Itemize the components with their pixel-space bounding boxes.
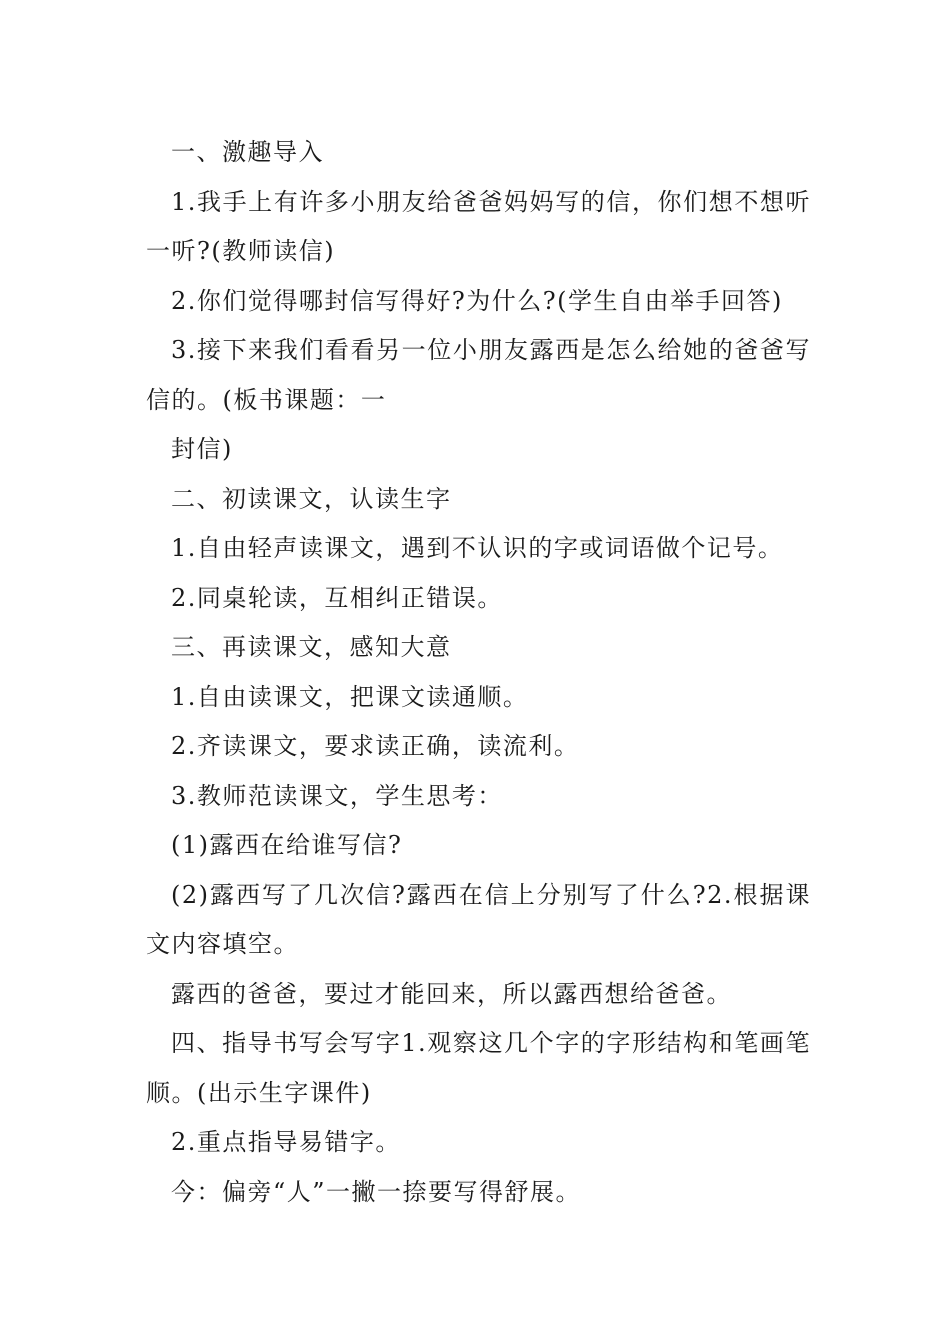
- paragraph: 1.我手上有许多小朋友给爸爸妈妈写的信，你们想不想听一听?(教师读信): [146, 187, 811, 265]
- paragraph: 3.教师范读课文，学生思考：: [171, 781, 503, 810]
- paragraph: 1.自由读课文，把课文读通顺。: [171, 682, 529, 711]
- paragraph: 2.齐读课文，要求读正确，读流利。: [171, 732, 580, 760]
- document-body: [146, 128, 811, 1217]
- paragraph: 1.自由轻声读课文，遇到不认识的字或词语做个记号。: [171, 534, 784, 562]
- paragraph: 今：偏旁“人”一撇一捺要写得舒展。: [171, 1177, 582, 1206]
- section-heading-1: 一、激趣导入: [171, 138, 324, 166]
- section-heading-3: 三、再读课文，感知大意: [171, 633, 452, 661]
- paragraph: (2)露西写了几次信?露西在信上分别写了什么?2.根据课文内容填空。: [146, 880, 811, 958]
- paragraph: (1)露西在给谁写信?: [171, 831, 403, 859]
- section-heading-2: 二、初读课文，认读生字: [171, 484, 452, 513]
- section-heading-4: 四、指导书写会写字1.观察这几个字的字形结构和笔画笔顺。(出示生字课件): [146, 1029, 811, 1107]
- paragraph: 2.重点指导易错字。: [171, 1128, 401, 1156]
- paragraph: 露西的爸爸，要过才能回来，所以露西想给爸爸。: [171, 979, 732, 1008]
- paragraph: 封信): [171, 435, 233, 463]
- paragraph: 3.接下来我们看看另一位小朋友露西是怎么给她的爸爸写信的。(板书课题：一: [146, 336, 811, 414]
- paragraph: 2.同桌轮读，互相纠正错误。: [171, 583, 503, 612]
- paragraph: 2.你们觉得哪封信写得好?为什么?(学生自由举手回答): [171, 286, 783, 315]
